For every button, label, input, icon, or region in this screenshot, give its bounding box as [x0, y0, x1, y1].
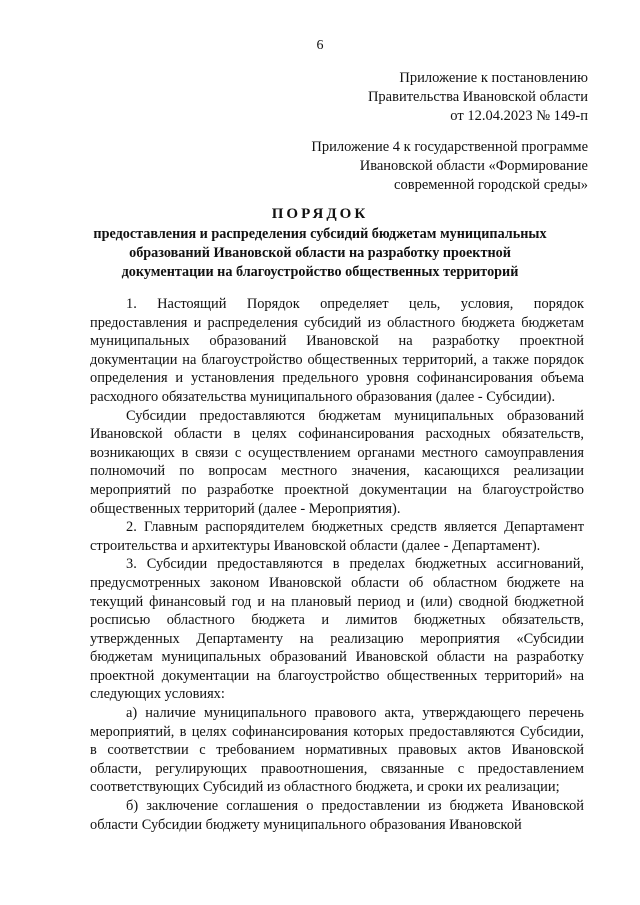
document-subtitle — [60, 225, 580, 282]
paragraph-2: Субсидии предоставляются бюджетам муниципальных образований Ивановской области в целях софинансирования расходных обязательств, возникающих в связи с осуществлением органами местного самоуправления полномочий по вопросам местного значения, касающихся реализации мероприятий по разработке проектной документации на благоустройство общественных территорий (далее - Мероприятия). — [90, 407, 584, 517]
appendix-program-line: Приложение 4 к государственной программе — [311, 139, 588, 155]
appendix-program-line: современной городской среды» — [394, 177, 588, 193]
appendix-resolution-line: Приложение к постановлению — [399, 70, 588, 86]
subtitle-line: документации на благоустройство общественных территорий — [121, 264, 519, 280]
paragraph-4: 3. Субсидии предоставляются в пределах бюджетных ассигнований, предусмотренных законом Ивановской области об областном бюджете на текущий финансовый год и на плановый период и (или) сводной бюджетной росписью областного бюджета и лимитов бюджетных обязательств, утвержденных Департаменту на реализацию мероприятия «Субсидии бюджетам муниципальных образований Ивановской области на разработку проектной документации на благоустройство общественных территорий» на следующих условиях: — [90, 556, 584, 703]
appendix-program-block — [311, 138, 588, 195]
document-body — [90, 295, 584, 834]
subtitle-line: предоставления и распределения субсидий бюджетам муниципальных — [93, 226, 547, 242]
paragraph-6: б) заключение соглашения о предоставлении из бюджета Ивановской области Субсидии бюджету муниципального образования Ивановской — [90, 798, 584, 833]
paragraph-5: а) наличие муниципального правового акта, утверждающего перечень мероприятий, в целях софинансирования которых предоставляются Субсидии, в соответствии с требованием нормативных правовых актов Ивановской области, регулирующих правоотношения, связанные с предоставлением соответствующих Субсидий из областного бюджета, и сроки их реализации; — [90, 705, 584, 796]
subtitle-line: образований Ивановской области на разработку проектной — [129, 245, 511, 261]
appendix-resolution-block — [368, 69, 588, 126]
appendix-program-line: Ивановской области «Формирование — [359, 158, 588, 174]
paragraph-3: 2. Главным распорядителем бюджетных средств является Департамент строительства и архитектуры Ивановской области (далее - Департамент). — [90, 519, 584, 554]
page-number: 6 — [316, 38, 324, 53]
appendix-resolution-line: от 12.04.2023 № 149-п — [450, 108, 588, 124]
document-title: ПОРЯДОК — [271, 206, 369, 222]
appendix-resolution-line: Правительства Ивановской области — [367, 89, 588, 105]
paragraph-1: 1. Настоящий Порядок определяет цель, условия, порядок предоставления и распределения субсидий из областного бюджета бюджетам муниципальных образований Ивановской на разработку проектной документации на благоустройство общественных территорий, а также порядок определения и установления предельного уровня софинансирования объема расходного обязательства муниципального образования (далее - Субсидии). — [90, 296, 584, 405]
